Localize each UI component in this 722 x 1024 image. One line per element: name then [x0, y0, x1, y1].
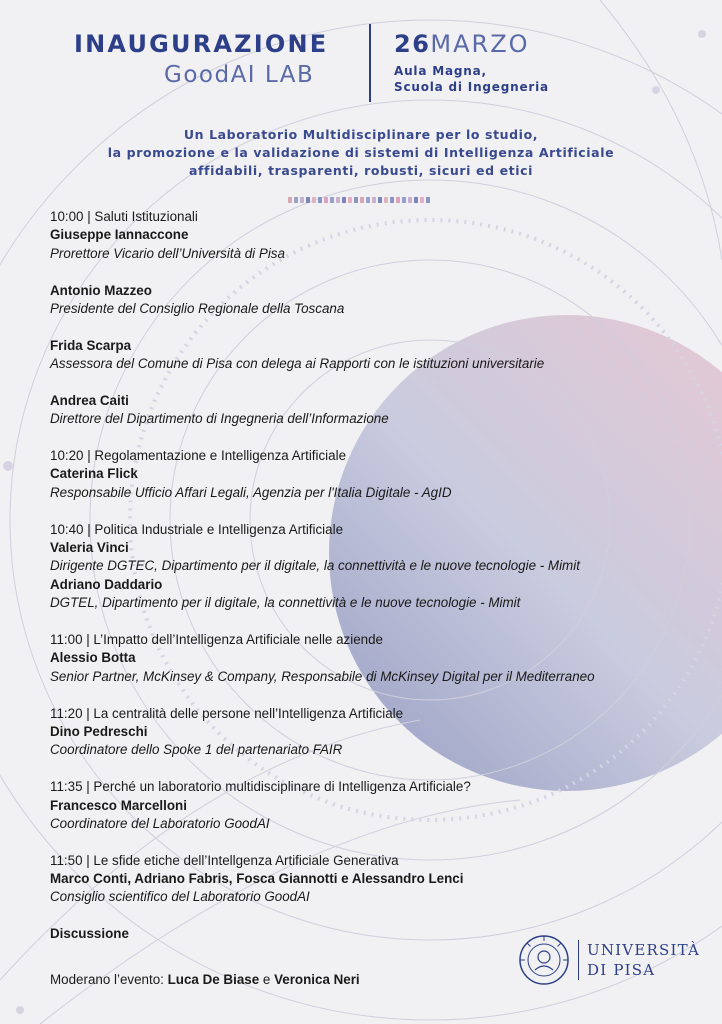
decorative-bar-segment	[300, 197, 304, 203]
decorative-bar-segment	[402, 197, 406, 203]
university-name-line: DI PISA	[587, 961, 656, 979]
venue-line: Aula Magna,	[394, 64, 487, 78]
agenda-spacer	[50, 907, 710, 925]
tagline-line: la promozione e la validazione di sistemi di Intelligenza Artificiale	[107, 145, 615, 160]
university-seal-icon	[518, 934, 570, 986]
session-heading: 11:20 | La centralità delle persone nell’Intelligenza Artificiale	[50, 705, 404, 721]
agenda-spacer	[50, 833, 710, 851]
decorative-bar-segment	[408, 197, 412, 203]
decorative-bar-segment	[342, 197, 346, 203]
session-heading: 11:00 | L’Impatto dell’Intelligenza Artificiale nelle aziende	[50, 631, 383, 647]
decorative-bar-segment	[414, 197, 418, 203]
speaker-name: Marco Conti, Adriano Fabris, Fosca Giannotti e Alessandro Lenci	[50, 871, 464, 887]
decorative-bar-segment	[324, 197, 328, 203]
date-day: 26	[394, 30, 431, 58]
event-venue	[394, 63, 549, 95]
decorative-bar-segment	[420, 197, 424, 203]
event-title: INAUGURAZIONE	[74, 30, 329, 58]
speaker-name: Adriano Daddario	[50, 576, 163, 592]
decorative-bar-segment	[396, 197, 400, 203]
venue-line: Scuola di Ingegneria	[394, 80, 549, 94]
session-heading: 10:40 | Politica Industriale e Intelligenza Artificiale	[50, 521, 344, 537]
speaker-name: Antonio Mazzeo	[50, 282, 152, 298]
speaker-name: Frida Scarpa	[50, 337, 132, 353]
agenda-spacer	[50, 429, 710, 447]
decorative-bar	[288, 197, 430, 203]
university-logo	[518, 934, 700, 986]
moderator-name: Veronica Neri	[274, 972, 360, 987]
university-name-line: UNIVERSITÀ	[587, 941, 700, 959]
speaker-role: Coordinatore del Laboratorio GoodAI	[50, 815, 270, 831]
decorative-bar-segment	[288, 197, 292, 203]
event-subtitle: GoodAI LAB	[164, 62, 315, 88]
speaker-name: Andrea Caiti	[50, 392, 129, 408]
decorative-bar-segment	[330, 197, 334, 203]
speaker-name: Dino Pedreschi	[50, 723, 148, 739]
university-name	[578, 940, 700, 980]
agenda-spacer	[50, 318, 710, 336]
agenda-spacer	[50, 613, 710, 631]
decorative-bar-segment	[312, 197, 316, 203]
decorative-bar-segment	[354, 197, 358, 203]
speaker-role: DGTEL, Dipartimento per il digitale, la connettività e le nuove tecnologie - Mimit	[50, 595, 521, 611]
decorative-bar-segment	[336, 197, 340, 203]
agenda-spacer	[50, 263, 710, 281]
decorative-bar-segment	[348, 197, 352, 203]
session-heading: 11:35 | Perché un laboratorio multidisciplinare di Intelligenza Artificiale?	[50, 779, 471, 795]
agenda-spacer	[50, 686, 710, 704]
moderator-name: Luca De Biase	[167, 972, 260, 987]
tagline-line: Un Laboratorio Multidisciplinare per lo studio,	[183, 127, 539, 142]
moderators-label: Moderano l’evento:	[50, 972, 168, 987]
speaker-role: Responsabile Ufficio Affari Legali, Agenzia per l'Italia Digitale - AgID	[50, 484, 452, 500]
speaker-role: Consiglio scientifico del Laboratorio GoodAI	[50, 889, 310, 905]
speaker-role: Assessora del Comune di Pisa con delega ai Rapporti con le istituzioni universitarie	[50, 356, 545, 372]
session-heading: 11:50 | Le sfide etiche dell’Intellgenza Artificiale Generativa	[50, 852, 399, 868]
agenda-spacer	[50, 374, 710, 392]
speaker-role: Coordinatore dello Spoke 1 del partenariato FAIR	[50, 742, 343, 758]
speaker-name: Caterina Flick	[50, 466, 138, 482]
moderators-conj: e	[259, 972, 275, 987]
speaker-name: Valeria Vinci	[50, 540, 129, 556]
tagline-line: affidabili, trasparenti, robusti, sicuri ed etici	[188, 163, 534, 178]
speaker-role: Senior Partner, McKinsey & Company, Responsabile di McKinsey Digital per il Mediterraneo	[50, 668, 595, 684]
agenda-spacer	[50, 760, 710, 778]
session-heading: 10:20 | Regolamentazione e Intelligenza Artificiale	[50, 448, 347, 464]
session-heading: 10:00 | Saluti Istituzionali	[50, 209, 198, 224]
decorative-bar-segment	[390, 197, 394, 203]
speaker-role: Direttore del Dipartimento di Ingegneria dell’Informazione	[50, 411, 389, 427]
decorative-bar-segment	[294, 197, 298, 203]
speaker-role: Presidente del Consiglio Regionale della Toscana	[50, 300, 345, 316]
speaker-role: Prorettore Vicario dell’Università di Pisa	[50, 245, 285, 261]
agenda-list	[50, 208, 710, 962]
speaker-name: Giuseppe Iannaccone	[50, 227, 189, 243]
decorative-bar-segment	[306, 197, 310, 203]
decorative-bar-segment	[426, 197, 430, 203]
header-divider	[369, 24, 371, 102]
event-date	[394, 30, 530, 58]
speaker-name: Francesco Marcelloni	[50, 797, 187, 813]
decorative-bar-segment	[366, 197, 370, 203]
date-month: MARZO	[430, 30, 530, 58]
decorative-bar-segment	[378, 197, 382, 203]
speaker-name: Alessio Botta	[50, 650, 136, 666]
speaker-name: Discussione	[50, 926, 129, 942]
decorative-bar-segment	[372, 197, 376, 203]
decorative-bar-segment	[360, 197, 364, 203]
decorative-bar-segment	[318, 197, 322, 203]
decorative-bar-segment	[384, 197, 388, 203]
tagline	[40, 126, 682, 180]
speaker-role: Dirigente DGTEC, Dipartimento per il digitale, la connettività e le nuove tecnologie - Mimit	[50, 558, 580, 574]
agenda-spacer	[50, 502, 710, 520]
